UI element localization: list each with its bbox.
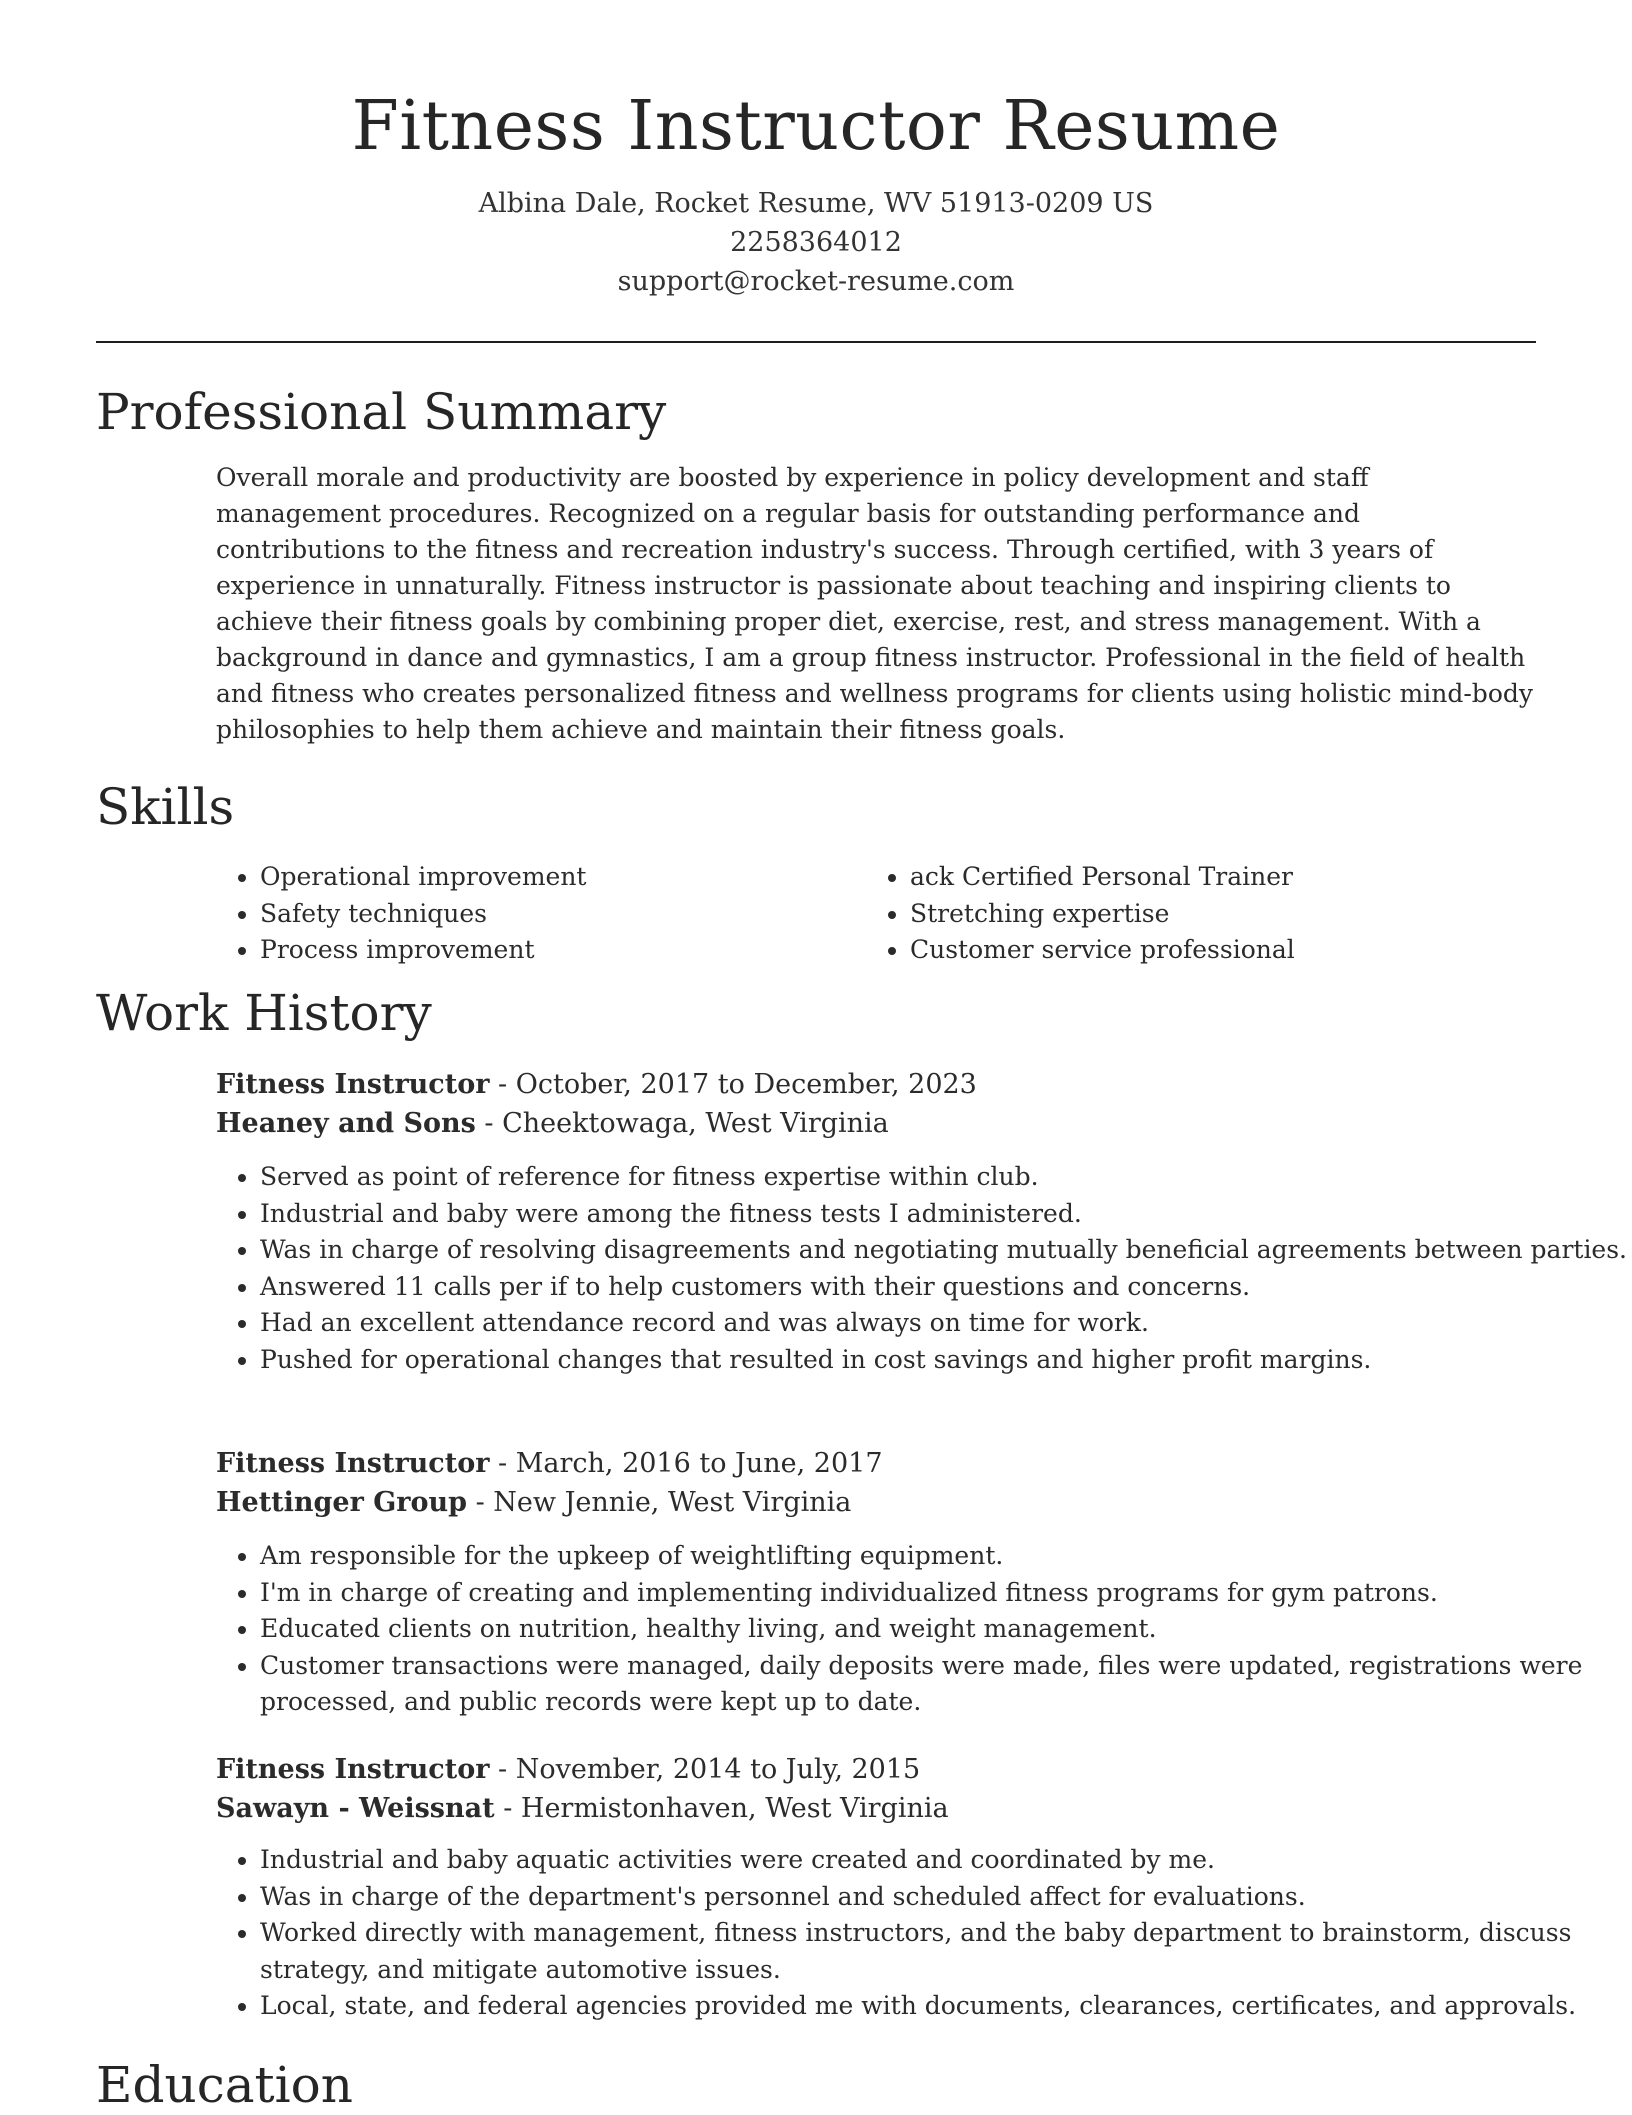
job-dates: - November, 2014 to July, 2015 [489, 1754, 921, 1785]
job-duty: • Answered 11 calls per if to help customers with their questions and concerns. [260, 1269, 1632, 1306]
job-location: - Cheektowaga, West Virginia [475, 1107, 889, 1139]
job-duty: • Was in charge of resolving disagreements and negotiating mutually beneficial agreements between parties. [260, 1232, 1632, 1269]
skill-item: • Process improvement [260, 932, 866, 969]
skills-heading: Skills [96, 778, 235, 836]
skills-column-left [216, 859, 866, 969]
job-duty: • Was in charge of the department's personnel and scheduled affect for evaluations. [260, 1879, 1632, 1916]
contact-address: Albina Dale, Rocket Resume, WV 51913-0209 US [478, 188, 1154, 219]
skill-item: • Safety techniques [260, 896, 866, 933]
resume-title: Fitness Instructor Resume [351, 87, 1281, 166]
summary-text: Overall morale and productivity are boosted by experience in policy development and staff management procedures. Recognized on a regular basis for outstanding performance and contributions to the fitness and recreation industry's success. Through certified, with 3 years of experience in unnaturally. Fitness instructor is passionate about teaching and inspiring clients to achieve their fitness goals by combining proper diet, exercise, rest, and stress management. With a background in dance and gymnastics, I am a group fitness instructor. Professional in the field of health and fitness who creates personalized fitness and wellness programs for clients using holistic mind-body philosophies to help them achieve and maintain their fitness goals. [216, 463, 1533, 744]
skill-item: • Stretching expertise [910, 896, 1516, 933]
job-duty: • Industrial and baby were among the fitness tests I administered. [260, 1196, 1632, 1233]
job-title-line [216, 1751, 1632, 1790]
job-location: - New Jennie, West Virginia [467, 1486, 852, 1518]
job-title: Fitness Instructor [216, 1448, 490, 1479]
job-company-line [216, 1105, 1632, 1144]
job-entry [96, 1445, 1632, 1721]
job-title: Fitness Instructor [216, 1754, 490, 1785]
skill-item: • Customer service professional [910, 932, 1516, 969]
job-duty: • Educated clients on nutrition, healthy living, and weight management. [260, 1611, 1632, 1648]
contact-email: support@rocket-resume.com [617, 266, 1015, 297]
job-duty: • Local, state, and federal agencies provided me with documents, clearances, certificates, and approvals. [260, 1988, 1632, 2025]
job-title-line [216, 1066, 1632, 1105]
education-heading: Education [96, 2056, 353, 2114]
header-divider [96, 341, 1536, 343]
job-dates: - March, 2016 to June, 2017 [489, 1448, 883, 1479]
summary-heading: Professional Summary [96, 383, 667, 441]
job-entry [96, 1751, 1632, 2025]
job-duty: • Am responsible for the upkeep of weightlifting equipment. [260, 1538, 1632, 1575]
skills-section [96, 777, 1536, 969]
job-duty: • Customer transactions were managed, daily deposits were made, files were updated, registrations were processed, and public records were kept up to date. [260, 1648, 1632, 1721]
job-title-line [216, 1445, 1632, 1484]
education-section [96, 2055, 1536, 2115]
job-duty: • I'm in charge of creating and implementing individualized fitness programs for gym patrons. [260, 1575, 1632, 1612]
summary-section [96, 382, 1536, 748]
contact-phone: 2258364012 [730, 227, 902, 258]
work-history-heading: Work History [96, 984, 432, 1042]
skills-column-right [866, 859, 1516, 969]
job-location: - Hermistonhaven, West Virginia [494, 1792, 949, 1824]
skills-columns [216, 859, 1536, 969]
job-title: Fitness Instructor [216, 1069, 490, 1100]
job-company: Heaney and Sons [216, 1107, 476, 1139]
job-duty: • Worked directly with management, fitness instructors, and the baby department to brainstorm, discuss strategy, and mitigate automotive issues. [260, 1915, 1632, 1988]
job-company-line [216, 1790, 1632, 1829]
job-company: Sawayn - Weissnat [216, 1792, 495, 1824]
job-entry [96, 1066, 1632, 1378]
skill-item: • Operational improvement [260, 859, 866, 896]
work-history-section [96, 983, 1536, 1043]
job-company: Hettinger Group [216, 1486, 468, 1518]
skill-item: • ack Certified Personal Trainer [910, 859, 1516, 896]
job-duty: • Pushed for operational changes that resulted in cost savings and higher profit margins. [260, 1342, 1632, 1379]
job-duty: • Industrial and baby aquatic activities were created and coordinated by me. [260, 1842, 1632, 1879]
job-company-line [216, 1484, 1632, 1523]
job-duty: • Had an excellent attendance record and was always on time for work. [260, 1305, 1632, 1342]
job-dates: - October, 2017 to December, 2023 [489, 1069, 977, 1100]
job-duty: • Served as point of reference for fitness expertise within club. [260, 1159, 1632, 1196]
resume-header [0, 0, 1632, 301]
